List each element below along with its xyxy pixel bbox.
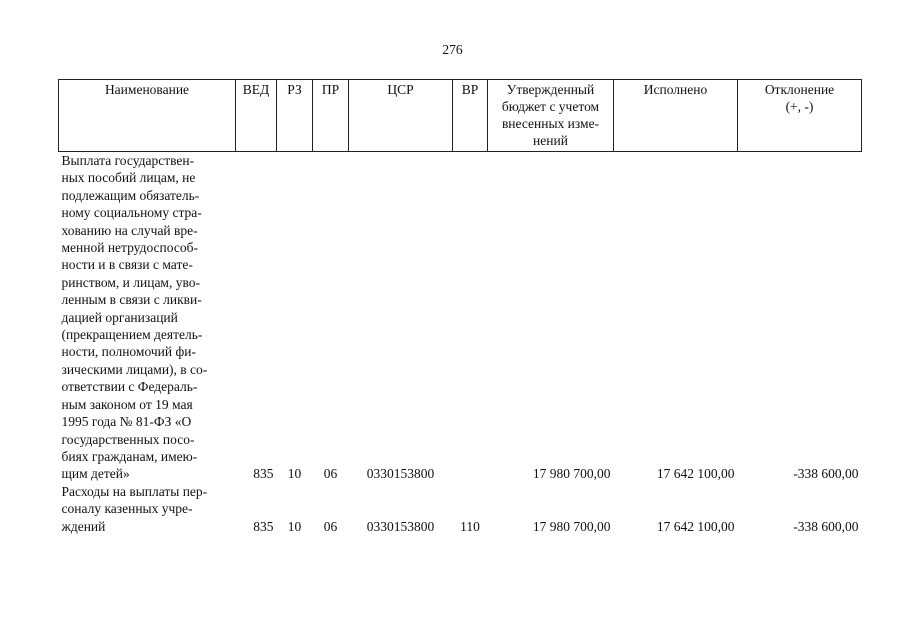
- row-name-text: Расходы на выплаты пер- соналу казенных учре- ждений: [61, 483, 208, 534]
- row-csr: 0330153800: [366, 466, 435, 482]
- row-vr: [453, 152, 488, 483]
- page-number: 276: [442, 42, 463, 57]
- row-ved: 835: [253, 518, 274, 534]
- header-name: Наименование: [59, 80, 236, 152]
- budget-execution-table: [58, 79, 862, 535]
- header-deviation: Отклонение (+, -): [738, 80, 862, 152]
- row-csr: 0330153800: [366, 518, 435, 534]
- row-approved: 17 980 700,00: [532, 466, 611, 482]
- table-row: [59, 152, 862, 483]
- row-vr: 110: [460, 518, 480, 534]
- row-executed: 17 642 100,00: [656, 518, 735, 534]
- header-approved-budget: Утвержденный бюджет с учетом внесенных изме- нений: [488, 80, 614, 152]
- table-row: [59, 483, 862, 535]
- row-name-text: Выплата государствен- ных пособий лицам, не подлежащим обязатель- ному социальному стра- хованию на случай вре- менной нетрудоспособ- ности и в связи с мате- ринством, и лицам, уво- ленным в связи с ликви- дацией организаций (прекращением деятель- ности, полномочий фи- зическими лицами), в со- ответствии с Федераль- ным законом от 19 мая 1995 года № 81-ФЗ «О государственных посо- биях гражданам, имею- щим детей»: [61, 153, 208, 482]
- table-header-row: [59, 80, 862, 152]
- row-deviation: -338 600,00: [793, 466, 859, 482]
- row-executed: 17 642 100,00: [656, 466, 735, 482]
- row-approved: 17 980 700,00: [532, 518, 611, 534]
- row-ved: 835: [253, 466, 274, 482]
- header-csr: ЦСР: [349, 80, 453, 152]
- row-pr: 06: [323, 466, 338, 482]
- header-pr: ПР: [313, 80, 349, 152]
- row-rz: 10: [287, 518, 302, 534]
- header-ved: ВЕД: [236, 80, 277, 152]
- row-name: [59, 483, 236, 535]
- header-vr: ВР: [453, 80, 488, 152]
- row-pr: 06: [323, 518, 338, 534]
- row-rz: 10: [287, 466, 302, 482]
- header-rz: РЗ: [277, 80, 313, 152]
- row-deviation: -338 600,00: [793, 518, 859, 534]
- header-executed: Исполнено: [614, 80, 738, 152]
- row-name: [59, 152, 236, 483]
